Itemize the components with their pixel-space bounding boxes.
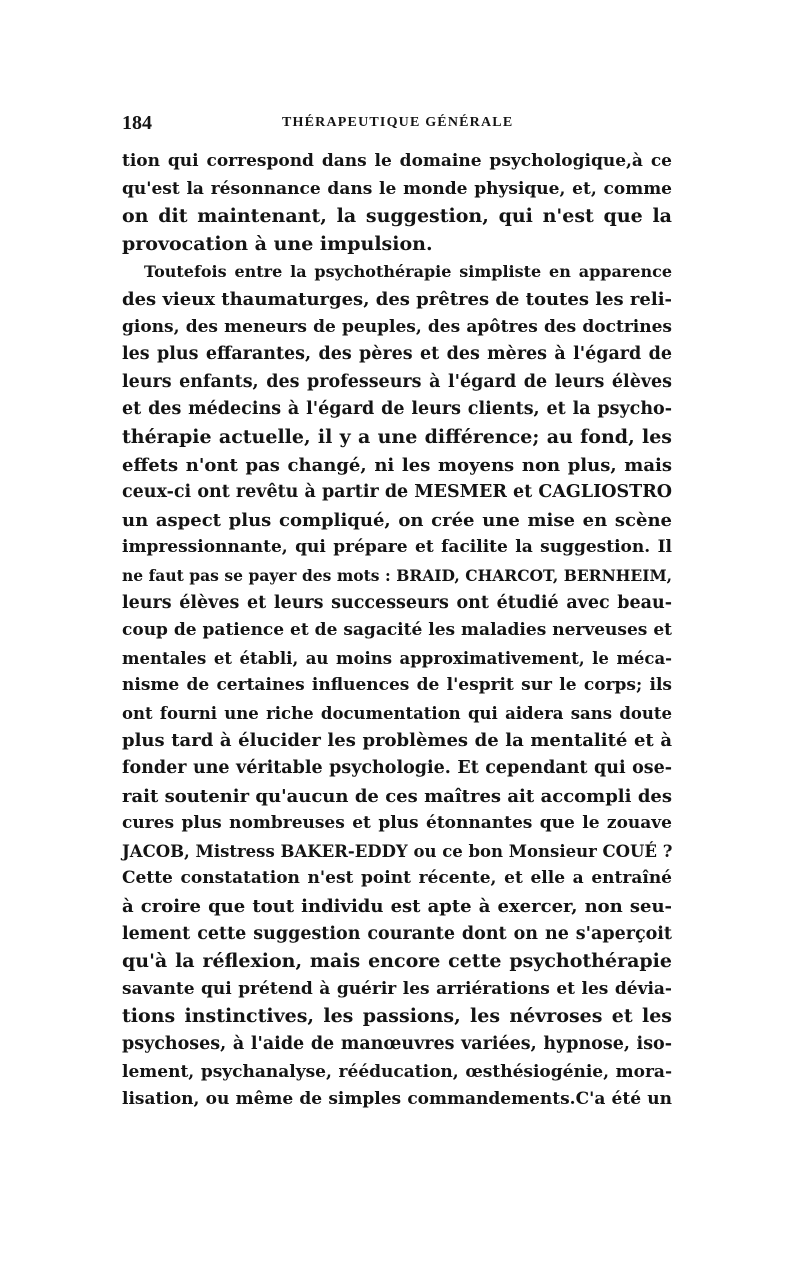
text-line: qu'à la réflexion, mais encore cette psychothérapie [122, 950, 672, 973]
text-line: cures plus nombreuses et plus étonnantes que le zouave [122, 813, 672, 834]
text-line: leurs enfants, des professeurs à l'égard de leurs élèves [122, 371, 672, 392]
text-line: fonder une véritable psychologie. Et cependant qui ose- [122, 758, 672, 779]
text-line: coup de patience et de sagacité les maladies nerveuses et [122, 620, 672, 641]
text-line: gions, des meneurs de peuples, des apôtres des doctrines [122, 316, 672, 337]
text-line: tion qui correspond dans le domaine psychologique,à ce [122, 151, 672, 171]
page-header [122, 112, 672, 138]
text-line: des vieux thaumaturges, des prêtres de toutes les reli- [122, 288, 672, 310]
text-line: rait soutenir qu'aucun de ces maîtres ait accompli des [122, 785, 672, 807]
text-line: lisation, ou même de simples commandements.C'a été un [122, 1089, 672, 1110]
text-line: et des médecins à l'égard de leurs clients, et la psycho- [122, 399, 672, 420]
running-title: THÉRAPEUTIQUE GÉNÉRALE [282, 115, 514, 130]
text-line: Toutefois entre la psychothérapie simpliste en apparence [144, 262, 672, 282]
text-line: lement cette suggestion courante dont on ne s'aperçoit [122, 923, 672, 944]
text-line: provocation à une impulsion. [122, 232, 433, 255]
text-line: savante qui prétend à guérir les arriérations et les dévia- [122, 978, 672, 999]
text-line: thérapie actuelle, il y a une différence; au fond, les [122, 425, 672, 448]
text-line: plus tard à élucider les problèmes de la mentalité et à [122, 730, 672, 752]
text-line: lement, psychanalyse, rééducation, œsthésiogénie, mora- [122, 1061, 672, 1082]
text-line: les plus effarantes, des pères et des mères à l'égard de [122, 344, 672, 365]
text-line: un aspect plus compliqué, on crée une mise en scène [122, 509, 672, 531]
text-line: JACOB, Mistress BAKER-EDDY ou ce bon Monsieur COUÉ ? [122, 841, 673, 861]
text-line: nisme de certaines influences de l'esprit sur le corps; ils [122, 675, 672, 696]
text-line: psychoses, à l'aide de manœuvres variées, hypnose, iso- [122, 1034, 672, 1054]
text-line: on dit maintenant, la suggestion, qui n'est que la [122, 205, 672, 228]
text-line: Cette constatation n'est point récente, et elle a entraîné [122, 868, 672, 889]
text-line: effets n'ont pas changé, ni les moyens non plus, mais [122, 454, 672, 476]
text-line: tions instinctives, les passions, les névroses et les [122, 1005, 672, 1028]
page-number: 184 [122, 112, 152, 134]
text-line: ont fourni une riche documentation qui aidera sans doute [122, 703, 672, 723]
body-text [122, 148, 672, 1114]
text-line: mentales et établi, au moins approximativement, le méca- [122, 648, 672, 668]
text-line: impressionnante, qui prépare et facilite la suggestion. Il [122, 537, 672, 558]
text-line: à croire que tout individu est apte à exercer, non seu- [122, 896, 672, 918]
text-line: ne faut pas se payer des mots : BRAID, CHARCOT, BERNHEIM, [122, 565, 672, 585]
text-line: ceux-ci ont revêtu à partir de MESMER et CAGLIOSTRO [122, 482, 672, 503]
text-line: leurs élèves et leurs successeurs ont étudié avec beau- [122, 592, 672, 613]
text-line: qu'est la résonnance dans le monde physique, et, comme [122, 178, 672, 199]
